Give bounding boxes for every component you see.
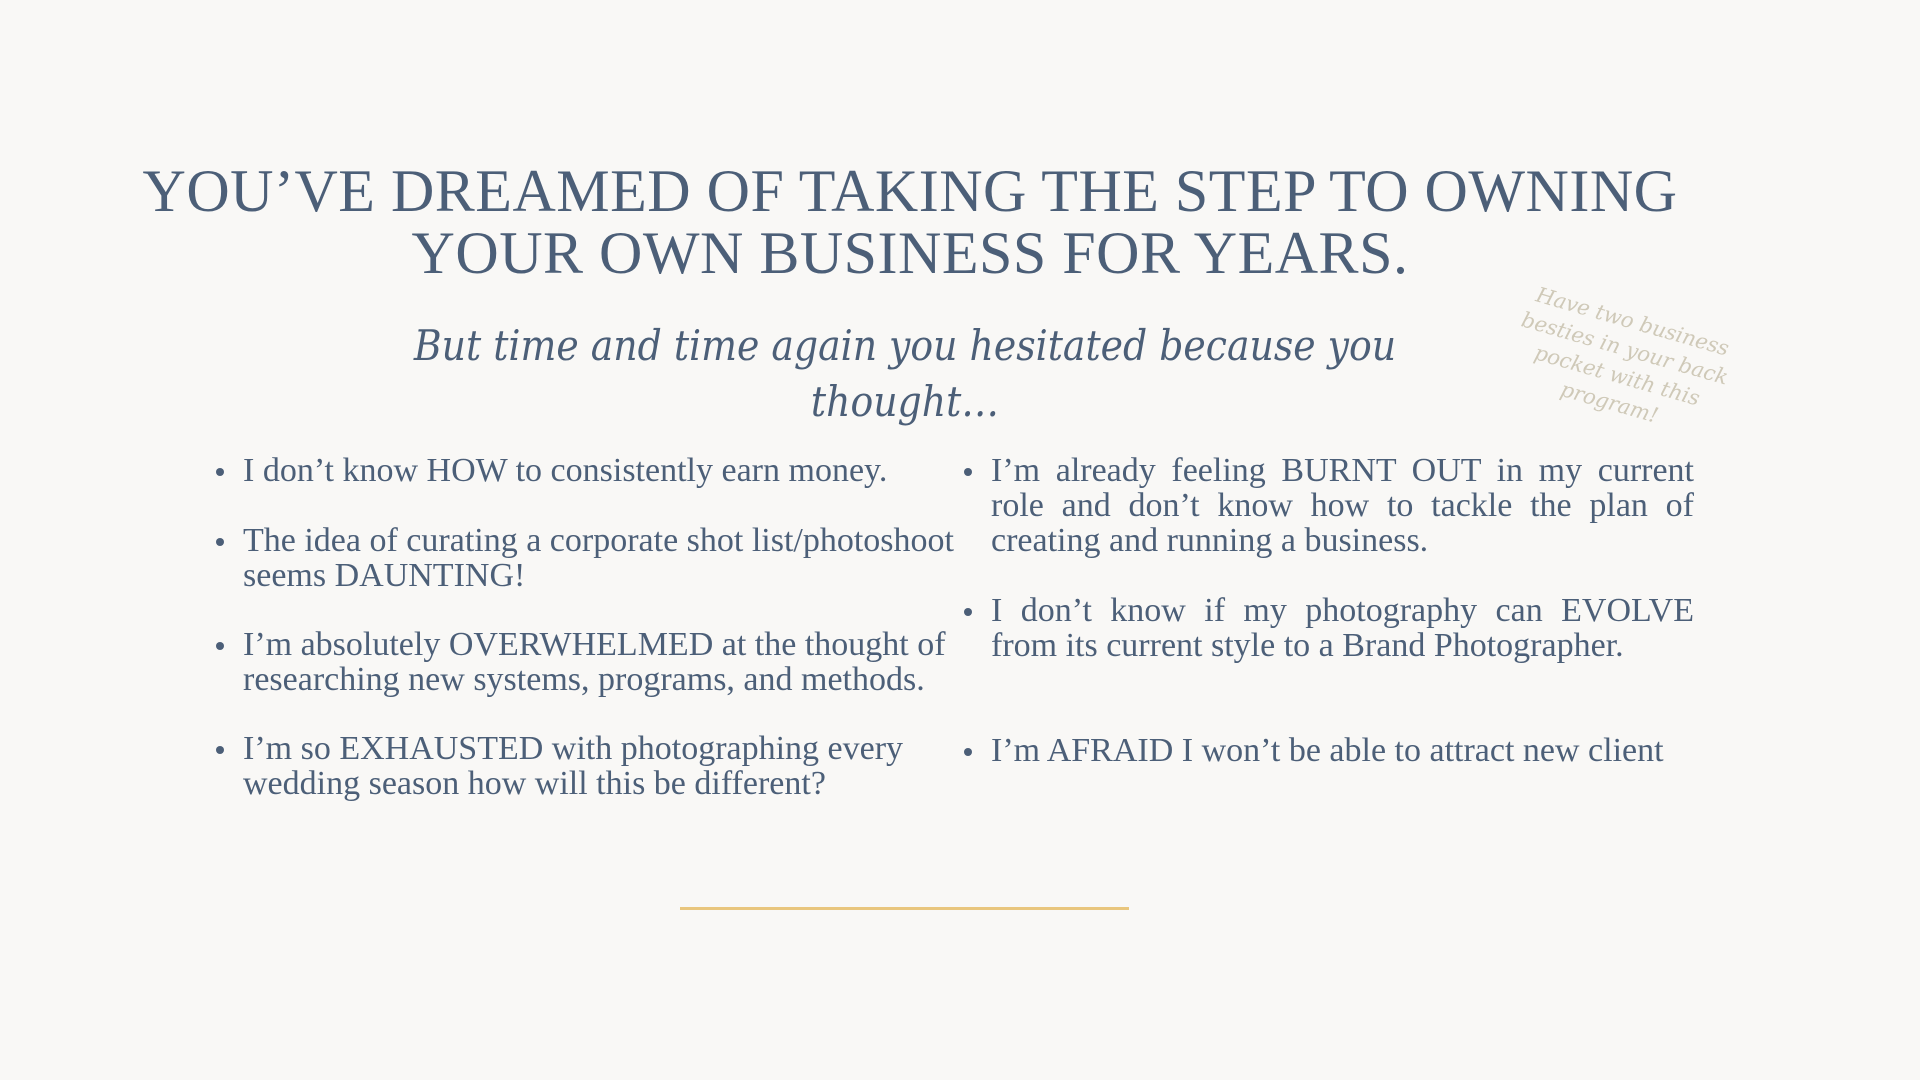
list-item	[210, 731, 958, 801]
handwritten-note: Have two business besties in your back pocket with this program!	[1518, 282, 1732, 428]
headline-line-2: YOUR OWN BUSINESS FOR YEARS.	[411, 220, 1409, 286]
headline-line-1: YOU’VE DREAMED OF TAKING THE STEP TO OWNING	[142, 158, 1678, 224]
divider-line	[680, 907, 1129, 910]
list-item-text: I’m AFRAID I won’t be able to attract new client	[991, 732, 1664, 769]
list-item-text: I’m absolutely OVERWHELMED at the thought of researching new systems, programs, and methods.	[243, 626, 946, 698]
list-item	[210, 627, 958, 697]
bullet-icon	[964, 608, 972, 616]
list-item-text: I’m so EXHAUSTED with photographing every wedding season how will this be different?	[243, 730, 904, 802]
list-item	[958, 593, 1694, 663]
subheading: But time and time again you hesitated because you thought…	[413, 321, 1397, 426]
list-item-text: I’m already feeling BURNT OUT in my current role and don’t know how to tackle the plan of creating and running a business.	[991, 452, 1694, 559]
list-item	[958, 453, 1694, 558]
headline	[120, 160, 1700, 284]
list-item-text: The idea of curating a corporate shot list/photoshoot seems DAUNTING!	[243, 522, 954, 594]
concerns-list-left	[210, 453, 958, 801]
list-item	[210, 453, 958, 488]
list-item	[210, 523, 958, 593]
bullet-icon	[216, 642, 224, 650]
list-item-text: I don’t know if my photography can EVOLVE from its current style to a Brand Photographer.	[991, 592, 1694, 664]
list-item	[958, 733, 1694, 768]
bullet-icon	[216, 538, 224, 546]
bullet-icon	[964, 468, 972, 476]
bullet-icon	[964, 748, 972, 756]
list-item-text: I don’t know HOW to consistently earn money.	[243, 452, 888, 489]
bullet-icon	[216, 468, 224, 476]
bullet-icon	[216, 746, 224, 754]
concerns-list-right	[958, 453, 1694, 768]
